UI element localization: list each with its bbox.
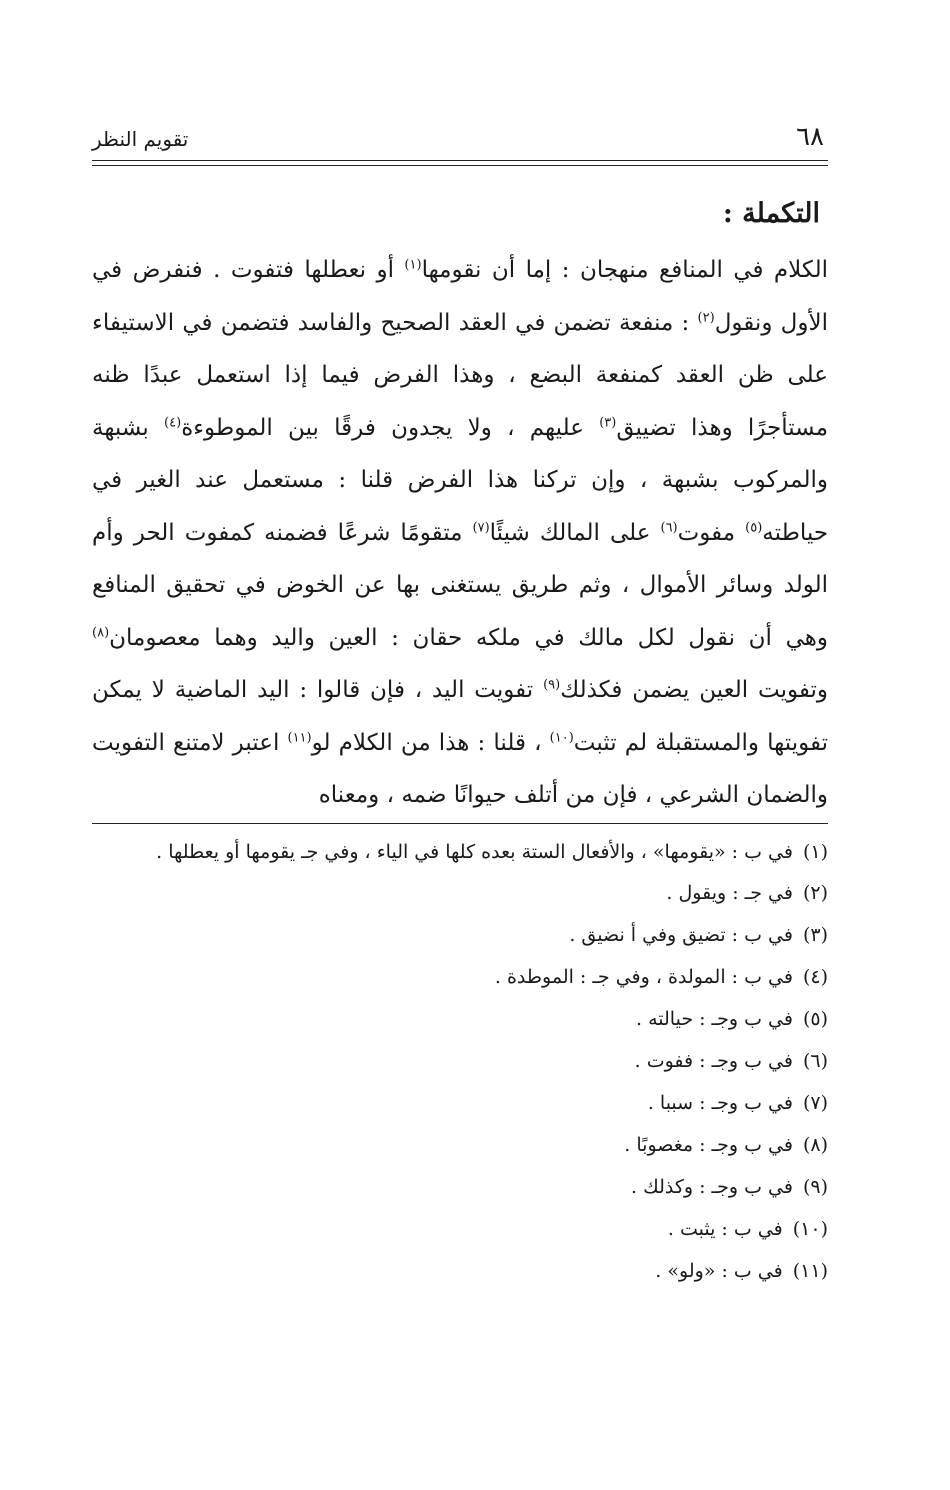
- footnote-number: (٩): [802, 1176, 828, 1198]
- footnote-item: [92, 832, 828, 872]
- body-segment: متقومًا شرعًا فضمنه كمفوت الحر وأم الولد وسائر الأموال ، وثم طريق يستغنى بها عن الخوض في تحقيق المنافع وهي أن نقول لكل مالك في ملكه حقان : العين واليد وهما معصومان: [92, 519, 828, 651]
- footnote-text: في ب وجـ : مغصوبًا .: [624, 1134, 793, 1156]
- footnote-number: (٤): [802, 966, 828, 988]
- footnote-number: (٨): [802, 1134, 828, 1156]
- footnote-ref: (٤): [164, 414, 182, 430]
- footnote-text: في ب وجـ : ففوت .: [634, 1050, 793, 1072]
- footnote-text: في ب : تضيق وفي أ نضيق .: [569, 924, 793, 946]
- running-header: [92, 122, 824, 158]
- footnote-ref: (١٠): [549, 729, 574, 745]
- footnote-item: [92, 872, 828, 914]
- footnote-item: [92, 1124, 828, 1166]
- footnote-ref: (١١): [287, 729, 312, 745]
- footnote-number: (٥): [802, 1008, 828, 1030]
- footnote-text: في ب : «ولو» .: [655, 1260, 783, 1282]
- footnote-number: (٧): [802, 1092, 828, 1114]
- body-paragraph: [92, 244, 828, 822]
- footnote-ref: (١): [404, 257, 422, 273]
- body-segment: ، قلنا : هذا من الكلام لو: [311, 729, 550, 756]
- body-segment: تفويت اليد ، فإن قالوا : اليد الماضية لا يمكن تفويتها والمستقبلة لم تثبت: [92, 677, 829, 756]
- body-segment: على المالك شيئًا: [489, 519, 651, 546]
- footnote-text: في جـ : ويقول .: [666, 882, 793, 904]
- footnote-text: في ب : المولدة ، وفي جـ : الموطدة .: [494, 966, 793, 988]
- footnote-number: (٣): [802, 924, 828, 946]
- footnote-item: [92, 1250, 828, 1292]
- footnote-rule: [92, 823, 828, 824]
- footnote-text: في ب : يثبت .: [667, 1218, 783, 1240]
- footnote-number: (٢): [802, 882, 828, 904]
- body-segment: عليهم ، ولا يجدون فرقًا بين الموطوءة: [181, 414, 584, 441]
- footnote-item: [92, 1082, 828, 1124]
- footnote-ref: (٧): [472, 519, 490, 535]
- footnote-text: في ب وجـ : سببا .: [647, 1092, 793, 1114]
- body-segment: أو نعطلها فتفوت . فنفرض في الأول ونقول: [92, 257, 828, 336]
- body-segment: الكلام في المنافع منهجان : إما أن نقومها: [421, 257, 828, 283]
- footnote-ref: (٥): [745, 519, 763, 535]
- footnote-ref: (٨): [92, 624, 110, 640]
- footnote-ref: (٢): [697, 309, 715, 325]
- body-segment: اعتبر لامتنع التفويت والضمان الشرعي ، فإن من أتلف حيوانًا ضمه ، ومعناه: [92, 729, 828, 808]
- footnote-number: (١٠): [792, 1218, 828, 1240]
- footnote-item: [92, 1040, 828, 1082]
- footnote-text: في ب وجـ : حيالته .: [636, 1008, 793, 1030]
- footnotes-list: [92, 832, 828, 1292]
- footnote-ref: (٦): [660, 519, 678, 535]
- body-segment: وتفويت العين يضمن فكذلك: [560, 677, 829, 703]
- footnote-item: [92, 998, 828, 1040]
- footnote-item: [92, 914, 828, 956]
- footnote-ref: (٩): [543, 677, 561, 693]
- body-segment: : منفعة تضمن في العقد الصحيح والفاسد فتضمن في الاستيفاء على ظن العقد كمنفعة البضع ، وهذا الفرض فيما إذا استعمل عبدًا ظنه مستأجرًا وهذا تضييق: [92, 309, 829, 441]
- header-rule-top: [92, 160, 828, 161]
- footnote-item: [92, 1166, 828, 1208]
- header-rule-bottom: [92, 165, 828, 166]
- page-number: ٦٨: [796, 122, 824, 152]
- book-title: تقويم النظر: [92, 127, 189, 151]
- footnote-item: [92, 956, 828, 998]
- footnote-item: [92, 1208, 828, 1250]
- footnote-number: (٦): [802, 1050, 828, 1072]
- footnote-number: (١١): [792, 1260, 828, 1282]
- footnote-ref: (٣): [599, 414, 617, 430]
- footnote-number: (١): [802, 841, 828, 863]
- footnote-text: في ب : «يقومها» ، والأفعال الستة بعده كلها في الياء ، وفي جـ يقومها أو يعطلها .: [156, 841, 793, 863]
- section-heading: التكملة :: [722, 198, 820, 229]
- footnote-text: في ب وجـ : وكذلك .: [631, 1176, 793, 1198]
- body-segment: بشبهة والمركوب بشبهة ، وإن تركنا هذا الفرض قلنا : مستعمل عند الغير في حياطته: [92, 414, 829, 546]
- body-segment: مفوت: [677, 519, 736, 546]
